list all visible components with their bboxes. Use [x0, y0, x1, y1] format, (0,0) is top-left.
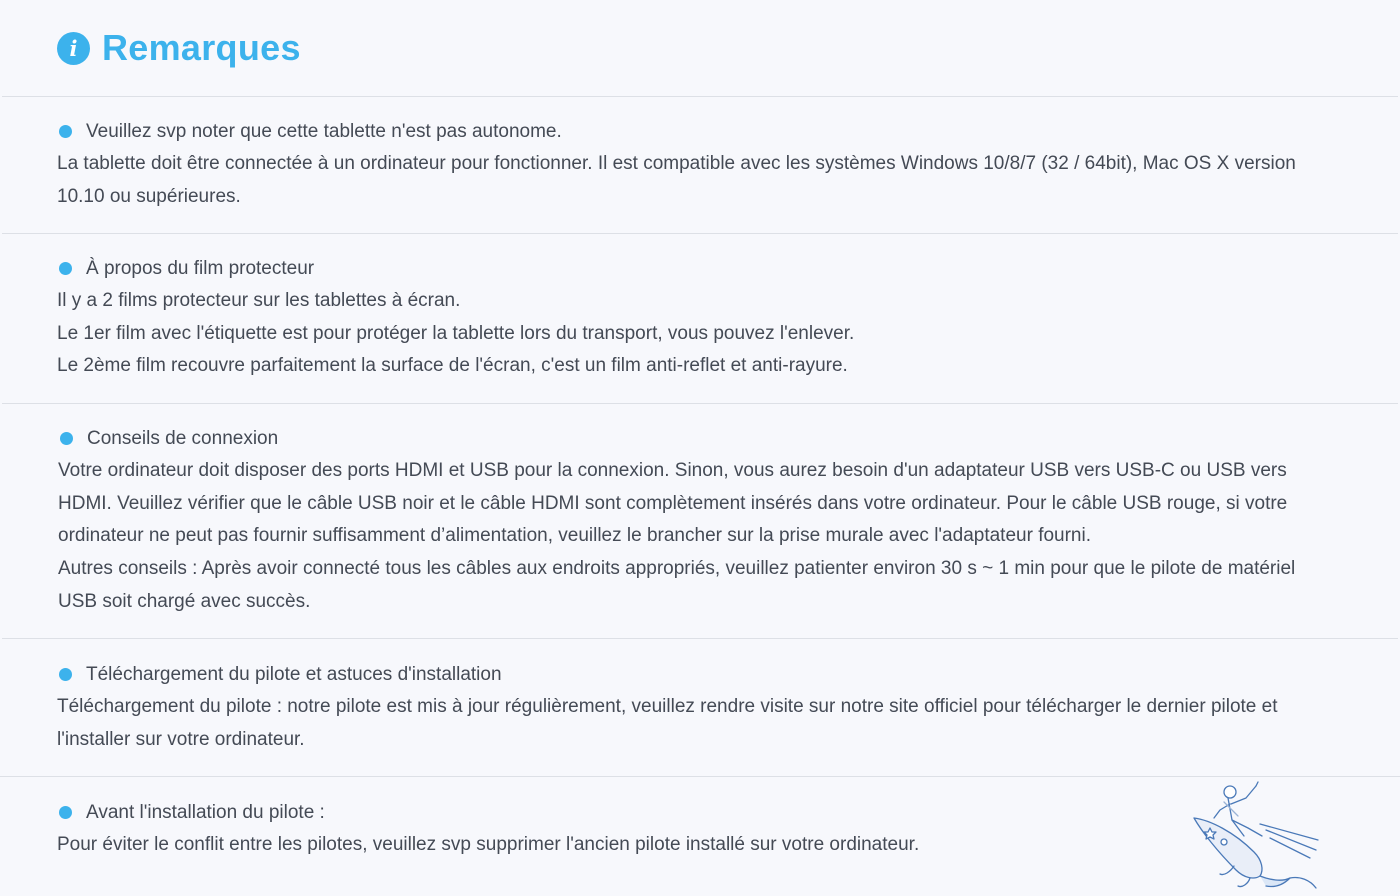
section-heading: À propos du film protecteur [86, 257, 315, 279]
divider [2, 233, 1398, 234]
section-paragraph: Téléchargement du pilote : notre pilote est mis à jour régulièrement, veuillez rendre visite sur notre site officiel pour télécharger le dernier pilote et l'installer sur votre ordinateur. [57, 696, 1278, 750]
section-paragraph: Autres conseils : Après avoir connecté tous les câbles aux endroits appropriés, veuillez patienter environ 30 s ~ 1 min pour que le pilote de matériel USB soit chargé avec succès. [58, 558, 1296, 612]
section-heading-row [57, 115, 1297, 148]
divider [2, 638, 1398, 639]
divider [0, 776, 1400, 777]
section-heading: Veuillez svp noter que cette tablette n'est pas autonome. [86, 120, 562, 142]
section-paragraph: Il y a 2 films protecteur sur les tablettes à écran. [57, 290, 461, 311]
bullet-icon [59, 262, 72, 275]
section-paragraph: Votre ordinateur doit disposer des ports HDMI et USB pour la connexion. Sinon, vous aurez besoin d'un adaptateur USB vers USB-C ou USB vers HDMI. Veuillez vérifier que le câble USB noir et le câble HDMI sont complètement insérés dans votre ordinateur. Pour le câble USB rouge, si votre ordinateur ne peut pas fournir suffisamment d’alimentation, veuillez le brancher sur la prise murale avec l'adaptateur fourni. [58, 460, 1288, 547]
section-heading: Avant l'installation du pilote : [86, 801, 325, 823]
info-icon: i [57, 32, 90, 65]
page-title: Remarques [102, 27, 301, 68]
section-heading: Conseils de connexion [87, 427, 279, 449]
section-heading-row [58, 422, 1298, 455]
note-section-autonomy [57, 115, 1297, 213]
note-section-protective-film [57, 252, 1297, 383]
bullet-icon [59, 668, 72, 681]
bullet-icon [59, 806, 72, 819]
section-heading-row [57, 796, 1297, 829]
section-paragraph: Pour éviter le conflit entre les pilotes, veuillez svp supprimer l'ancien pilote installé sur votre ordinateur. [57, 834, 920, 855]
section-heading-row [57, 252, 1297, 285]
rocket-rider-illustration [1190, 780, 1322, 890]
page-header [57, 24, 301, 72]
section-heading: Téléchargement du pilote et astuces d'installation [86, 663, 502, 685]
section-paragraph: La tablette doit être connectée à un ordinateur pour fonctionner. Il est compatible avec les systèmes Windows 10/8/7 (32 / 64bit), Mac OS X version 10.10 ou supérieures. [57, 153, 1296, 207]
section-heading-row [57, 658, 1297, 691]
note-section-connection-tips [58, 422, 1298, 619]
section-paragraph: Le 1er film avec l'étiquette est pour protéger la tablette lors du transport, vous pouvez l'enlever. [57, 322, 855, 344]
divider [2, 96, 1398, 97]
bullet-icon [60, 432, 73, 445]
divider [2, 403, 1398, 404]
bullet-icon [59, 125, 72, 138]
note-section-before-install [57, 796, 1297, 862]
section-paragraph: Le 2ème film recouvre parfaitement la surface de l'écran, c'est un film anti-reflet et anti-rayure. [57, 355, 848, 377]
note-section-driver-download [57, 658, 1297, 756]
